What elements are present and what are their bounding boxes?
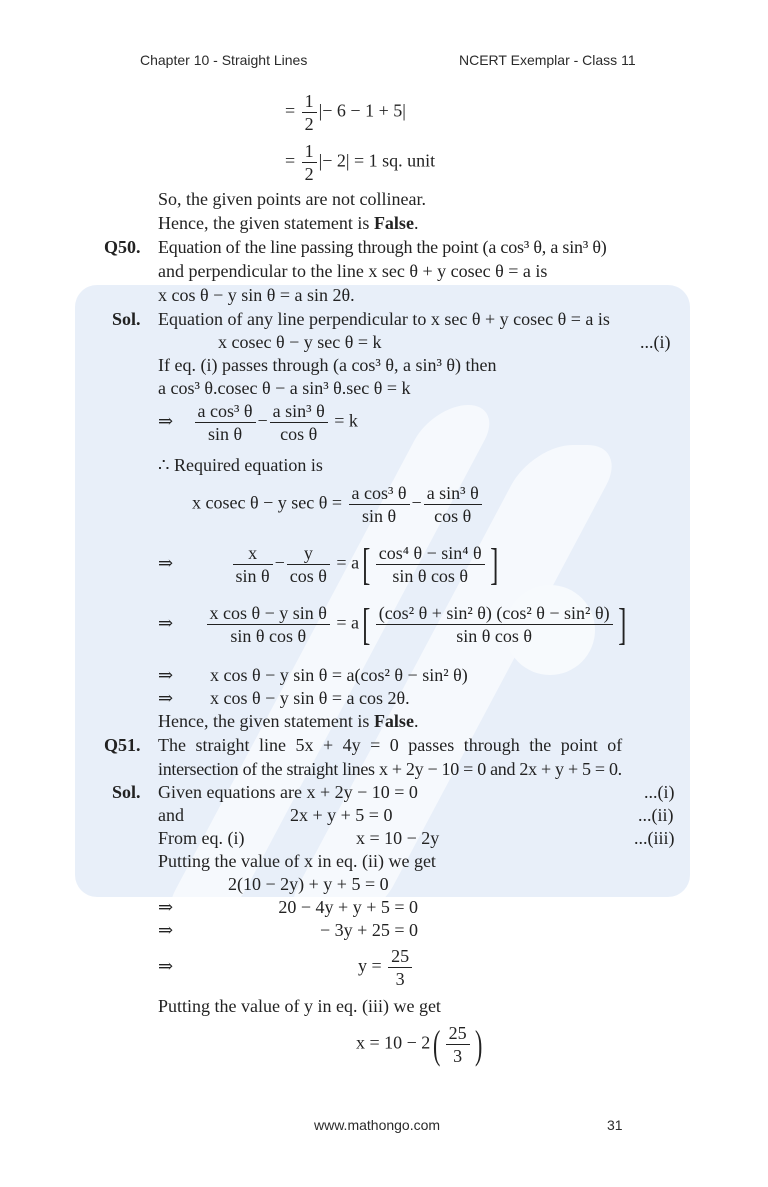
equation-tag: ...(ii) xyxy=(638,805,674,825)
equation-tag: ...(i) xyxy=(644,782,675,802)
equation-step: ⇒ 20 − 4y + y + 5 = 0 xyxy=(158,897,418,917)
equation-tag: ...(i) xyxy=(640,332,671,352)
conclusion-false: Hence, the given statement is False. xyxy=(158,711,419,731)
question-text: The straight line 5x + 4y = 0 passes through the point of xyxy=(158,735,623,755)
solution-label: Sol. xyxy=(112,309,141,329)
area-step-1 xyxy=(285,90,406,135)
equation-tag: ...(iii) xyxy=(634,828,675,848)
chapter-title: Chapter 10 - Straight Lines xyxy=(140,52,308,68)
question-text: and perpendicular to the line x sec θ + y cosec θ = a is xyxy=(158,261,548,281)
equation: x = 10 − 2y xyxy=(356,828,440,848)
abs-expression: |− 2| xyxy=(318,150,350,171)
area-step-2 xyxy=(285,140,435,185)
equals-sign: = xyxy=(285,100,296,121)
question-text: Equation of the line passing through the point (a cos³ θ, a sin³ θ) xyxy=(158,237,607,257)
equation-step: ⇒ $\frac{x}{\text{sin θ}}$ − $\frac{y}{\text{cos θ}}$ = a[ $\frac{\text{cos⁴ θ − sin⁴ θ}}{\text{sin θ cos θ}}$ ] xyxy=(158,539,499,589)
conclusion-false: Hence, the given statement is False. xyxy=(158,213,419,233)
equation-step: ⇒ x cos θ − y sin θ = a(cos² θ − sin² θ) xyxy=(158,665,468,685)
equation: 2x + y + 5 = 0 xyxy=(290,805,393,825)
question-label: Q50. xyxy=(104,237,141,257)
equation-step: ⇒ $\frac{\text{x cos θ − y sin θ}}{\text{sin θ cos θ}}$ = a[ $\frac{\text{(cos² θ + sin² θ) (cos² θ − sin² θ)}}{\text{sin θ cos θ}}$ ] xyxy=(158,599,626,649)
equation: 2(10 − 2y) + y + 5 = 0 xyxy=(228,874,389,894)
therefore-text: ∴ Required equation is xyxy=(158,455,323,475)
equals-sign: = xyxy=(285,150,296,171)
book-title: NCERT Exemplar - Class 11 xyxy=(459,52,636,68)
fraction: $\frac{1}{2}$ xyxy=(302,90,317,135)
question-text: intersection of the straight lines x + 2y − 10 = 0 and 2x + y + 5 = 0. xyxy=(158,759,622,779)
solution-text: Equation of any line perpendicular to x sec θ + y cosec θ = a is xyxy=(158,309,610,329)
website-link[interactable]: www.mathongo.com xyxy=(314,1117,441,1133)
area-result: = 1 sq. unit xyxy=(354,150,436,171)
question-label: Q51. xyxy=(104,735,141,755)
fraction: $\frac{1}{2}$ xyxy=(302,140,317,185)
solution-text: Given equations are x + 2y − 10 = 0 xyxy=(158,782,418,802)
question-text: x cos θ − y sin θ = a sin 2θ. xyxy=(158,285,355,305)
equation-step: x cosec θ − y sec θ = $\frac{\text{a cos³ θ}}{\text{sin θ}}$ − $\frac{\text{a sin³ θ}}{\text{cos θ}}$ xyxy=(192,482,484,527)
equation: x = 10 − 2( $\frac{25}{3}$ ) xyxy=(356,1021,482,1067)
equation-step: ⇒ $\frac{\text{a cos³ θ}}{\text{sin θ}}$ − $\frac{\text{a sin³ θ}}{\text{cos θ}}$ = k xyxy=(158,401,358,444)
solution-text: If eq. (i) passes through (a cos³ θ, a sin³ θ) then xyxy=(158,355,497,375)
solution-text: From eq. (i) xyxy=(158,828,245,848)
equation: a cos³ θ.cosec θ − a sin³ θ.sec θ = k xyxy=(158,378,411,398)
page-number: 31 xyxy=(607,1117,623,1133)
equation-step: ⇒ − 3y + 25 = 0 xyxy=(158,920,418,940)
solution-text: Putting the value of x in eq. (ii) we get xyxy=(158,851,436,871)
abs-expression: |− 6 − 1 + 5| xyxy=(318,100,406,121)
solution-text: and xyxy=(158,805,184,825)
conclusion-collinear: So, the given points are not collinear. xyxy=(158,189,426,209)
solution-text: Putting the value of y in eq. (iii) we get xyxy=(158,996,441,1016)
equation-step: ⇒ y = $\frac{25}{3}$ xyxy=(158,945,414,990)
solution-label: Sol. xyxy=(112,782,141,802)
equation-step: ⇒ x cos θ − y sin θ = a cos 2θ. xyxy=(158,688,410,708)
equation: x cosec θ − y sec θ = k xyxy=(218,332,382,352)
